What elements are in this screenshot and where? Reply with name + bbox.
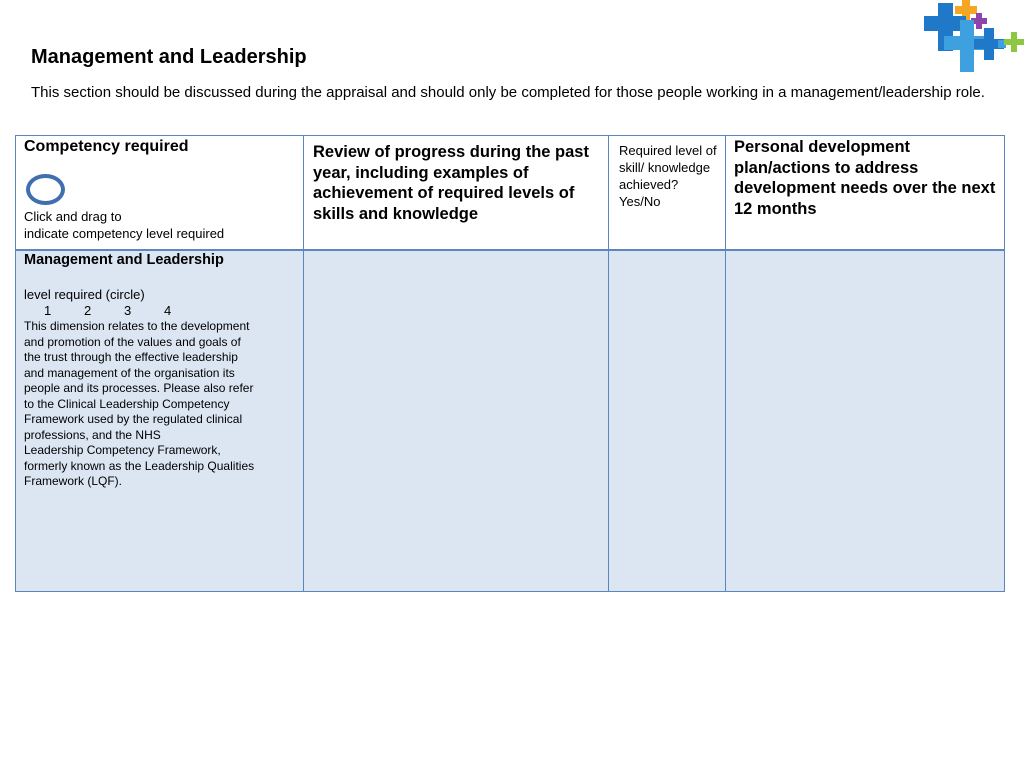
plan-input-cell[interactable] xyxy=(726,250,1005,592)
competency-description: This dimension relates to the development and promotion of the values and goals of the trust through the effective leadership and management of the organisation its people and its processes. Please also refer to the Clinical Leadership Competency Framework used by the regulated clinical professions, and the NHS Leadership Competency Framework, formerly known as the Leadership Qualities Framework (LQF). xyxy=(24,319,255,488)
plus-cluster-logo-icon xyxy=(918,0,1024,76)
header-required-level-cell xyxy=(609,136,726,251)
draggable-circle-icon[interactable] xyxy=(26,174,65,205)
header-review-cell xyxy=(304,136,609,251)
header-plan-cell xyxy=(726,136,1005,251)
row-title: Management and Leadership xyxy=(24,252,224,268)
achieved-input-cell[interactable] xyxy=(609,250,726,592)
level-options xyxy=(44,303,303,319)
page-title: Management and Leadership xyxy=(31,46,307,68)
header-competency-cell xyxy=(16,136,304,251)
header-plan: Personal development plan/actions to address development needs over the next 12 months xyxy=(734,138,996,218)
competency-cell xyxy=(16,250,304,592)
level-option-4[interactable]: 4 xyxy=(164,303,172,318)
table-header-row xyxy=(16,136,1005,251)
header-competency: Competency required xyxy=(24,138,189,155)
table-row xyxy=(16,250,1005,592)
header-required-level: Required level of skill/ knowledge achieved? Yes/No xyxy=(619,143,717,209)
level-option-1[interactable]: 1 xyxy=(44,303,52,318)
header-review: Review of progress during the past year, including examples of achievement of required levels of skills and knowledge xyxy=(313,143,589,223)
drag-hint: Click and drag to indicate competency level required xyxy=(24,209,225,241)
intro-text: This section should be discussed during the appraisal and should only be completed for those people working in a management/leadership role. xyxy=(31,84,985,101)
level-label: level required (circle) xyxy=(24,287,145,302)
competency-table xyxy=(15,135,1005,592)
level-option-3[interactable]: 3 xyxy=(124,303,132,318)
level-option-2[interactable]: 2 xyxy=(84,303,92,318)
review-input-cell[interactable] xyxy=(304,250,609,592)
